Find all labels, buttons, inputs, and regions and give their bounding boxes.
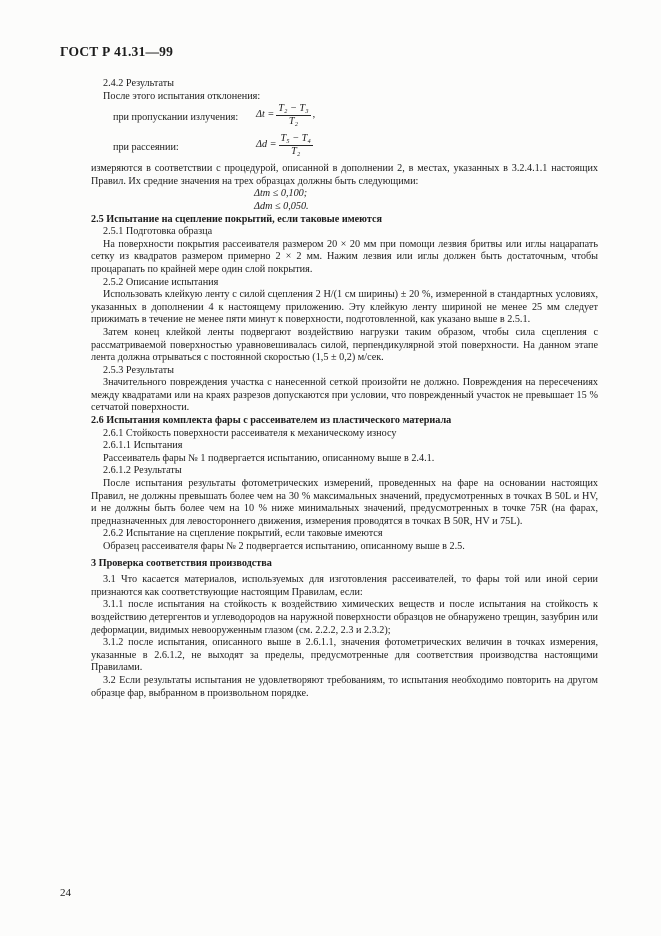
section-2-6-1-2-text: После испытания результаты фотометрических измерений, проведенных на фаре на основании настоящих Правил, не должны превышать более чем на 30 % максимальных значений, предусмотренных в точках B 50L и HV, и не должны быть более чем на 10 % ниже минимальных значений, предусмотренных в точке 75R (на фарах, предназначенных для левостороннего движения, измерения проводятся в точках B 50R, HV и 75L).: [91, 478, 598, 527]
section-2-5-3-text: Значительного повреждения участка с нанесенной сеткой произойти не должно. Повреждения на пересечениях между квадратами или на краях разрезов допускаются при условии, что поврежденный участок не превышает 15 % сетчатой поверхности.: [91, 377, 598, 414]
section-3-1-1-text: 3.1.1 после испытания на стойкость к воздействию химических веществ и после испытания на стойкость к воздействию детергентов и углеводородов на наружной поверхности образцов не обнаружено трещин, зазубрин или деформации, видимых невооруженным глазом (см. 2.2.2, 2.3 и 2.3.2);: [91, 599, 598, 636]
section-2-4-2-title: 2.4.2 Результаты: [103, 78, 175, 89]
section-3-1-text: 3.1 Что касается материалов, используемых для изготовления рассеивателей, то фары той или иной серии признаются как соответствующие настоящим Правилам, если:: [91, 574, 598, 598]
section-2-6-title: 2.6 Испытания комплекта фары с рассеивателем из пластического материала: [91, 415, 452, 427]
section-2-6-2-text: Образец рассеивателя фары № 2 подвергается испытанию, описанному выше в 2.5.: [103, 541, 465, 552]
formula-scattering-denominator: T₂: [291, 146, 301, 158]
section-2-5-2-title: 2.5.2 Описание испытания: [103, 276, 219, 288]
section-2-4-2-text: измеряются в соответствии с процедурой, описанной в дополнении 2, в местах, указанных в 3.2.4.1.1 настоящих Правил. Их средние значения на трех образцах должны быть следующими:: [91, 163, 598, 187]
page-number: 24: [60, 887, 71, 899]
section-2-6-1-1-text: Рассеиватель фары № 1 подвергается испытанию, описанному выше в 2.4.1.: [103, 452, 435, 464]
formula-scattering-lhs: Δd =: [256, 139, 277, 151]
section-2-4-2-intro: После этого испытания отклонения:: [103, 90, 261, 102]
document-header: ГОСТ Р 41.31—99: [60, 44, 174, 59]
formula-scattering-numerator: T₅ − T₄: [280, 133, 311, 145]
section-2-6-1-2-title: 2.6.1.2 Результаты: [103, 465, 182, 477]
section-2-6-1-title: 2.6.1 Стойкость поверхности рассеивателя к механическому износу: [103, 427, 397, 439]
section-3-title: 3 Проверка соответствия производства: [91, 557, 272, 569]
formula-scattering-label: при рассеянии:: [113, 142, 179, 154]
section-2-5-2-text-2: Затем конец клейкой ленты подвергают воздействию нагрузки таким образом, чтобы сила сцепления с рассматриваемой поверхностью уравновешивалась силой, перпендикулярной этой поверхности. На данном этапе лента должна отрываться с постоянной скоростью (1,5 ± 0,2) м/сек.: [91, 326, 598, 364]
section-2-6-2-title: 2.6.2 Испытание на сцепление покрытий, если таковые имеются: [103, 528, 383, 540]
section-2-5-1-text: На поверхности покрытия рассеивателя размером 20 × 20 мм при помощи лезвия бритвы или иглы нацарапать сетку из квадратов размером примерно 2 × 2 мм. Нажим лезвия или иглы должен быть достаточным, чтобы процарапать по крайней мере один слой покрытия.: [91, 238, 598, 275]
limit-transmission: Δtm ≤ 0,100;: [254, 188, 308, 200]
limit-scattering: Δdm ≤ 0,050.: [254, 200, 309, 212]
section-2-6-1-1-title: 2.6.1.1 Испытания: [103, 440, 183, 452]
section-2-5-title: 2.5 Испытание на сцепление покрытий, если таковые имеются: [91, 213, 382, 225]
formula-scattering: [91, 133, 598, 163]
formula-transmission: [91, 103, 598, 133]
section-2-5-1-title: 2.5.1 Подготовка образца: [103, 226, 213, 238]
formula-transmission-tail: ,: [312, 109, 316, 121]
section-3-1-2-text: 3.1.2 после испытания, описанного выше в 2.6.1.1, значения фотометрических величин в точках измерения, указанные в 2.6.1.2, не выходят за пределы, предусмотренные для соответствия производства настоящими Правилами.: [91, 637, 598, 674]
formula-transmission-numerator: T₂ − T₃: [278, 103, 309, 115]
formula-transmission-lhs: Δt =: [256, 109, 275, 121]
section-2-5-3-title: 2.5.3 Результаты: [103, 364, 175, 376]
document-body: [91, 78, 598, 700]
section-2-5-2-text-1: Использовать клейкую ленту с силой сцепления 2 Н/(1 см ширины) ± 20 %, измеренной в стандартных условиях, указанных в дополнении 4 к настоящему приложению. Эту клейкую ленту шириной не менее 25 мм следует прижимать в течение не менее пяти минут к поверхности, подготовленной, как указано выше в 2.5.1.: [91, 289, 598, 326]
formula-transmission-denominator: T₂: [288, 116, 299, 128]
formula-transmission-label: при пропускании излучения:: [113, 112, 239, 124]
section-3-2-text: 3.2 Если результаты испытания не удовлетворяют требованиям, то испытания необходимо повторить на другом образце фар, выбранном в произвольном порядке.: [91, 674, 598, 699]
